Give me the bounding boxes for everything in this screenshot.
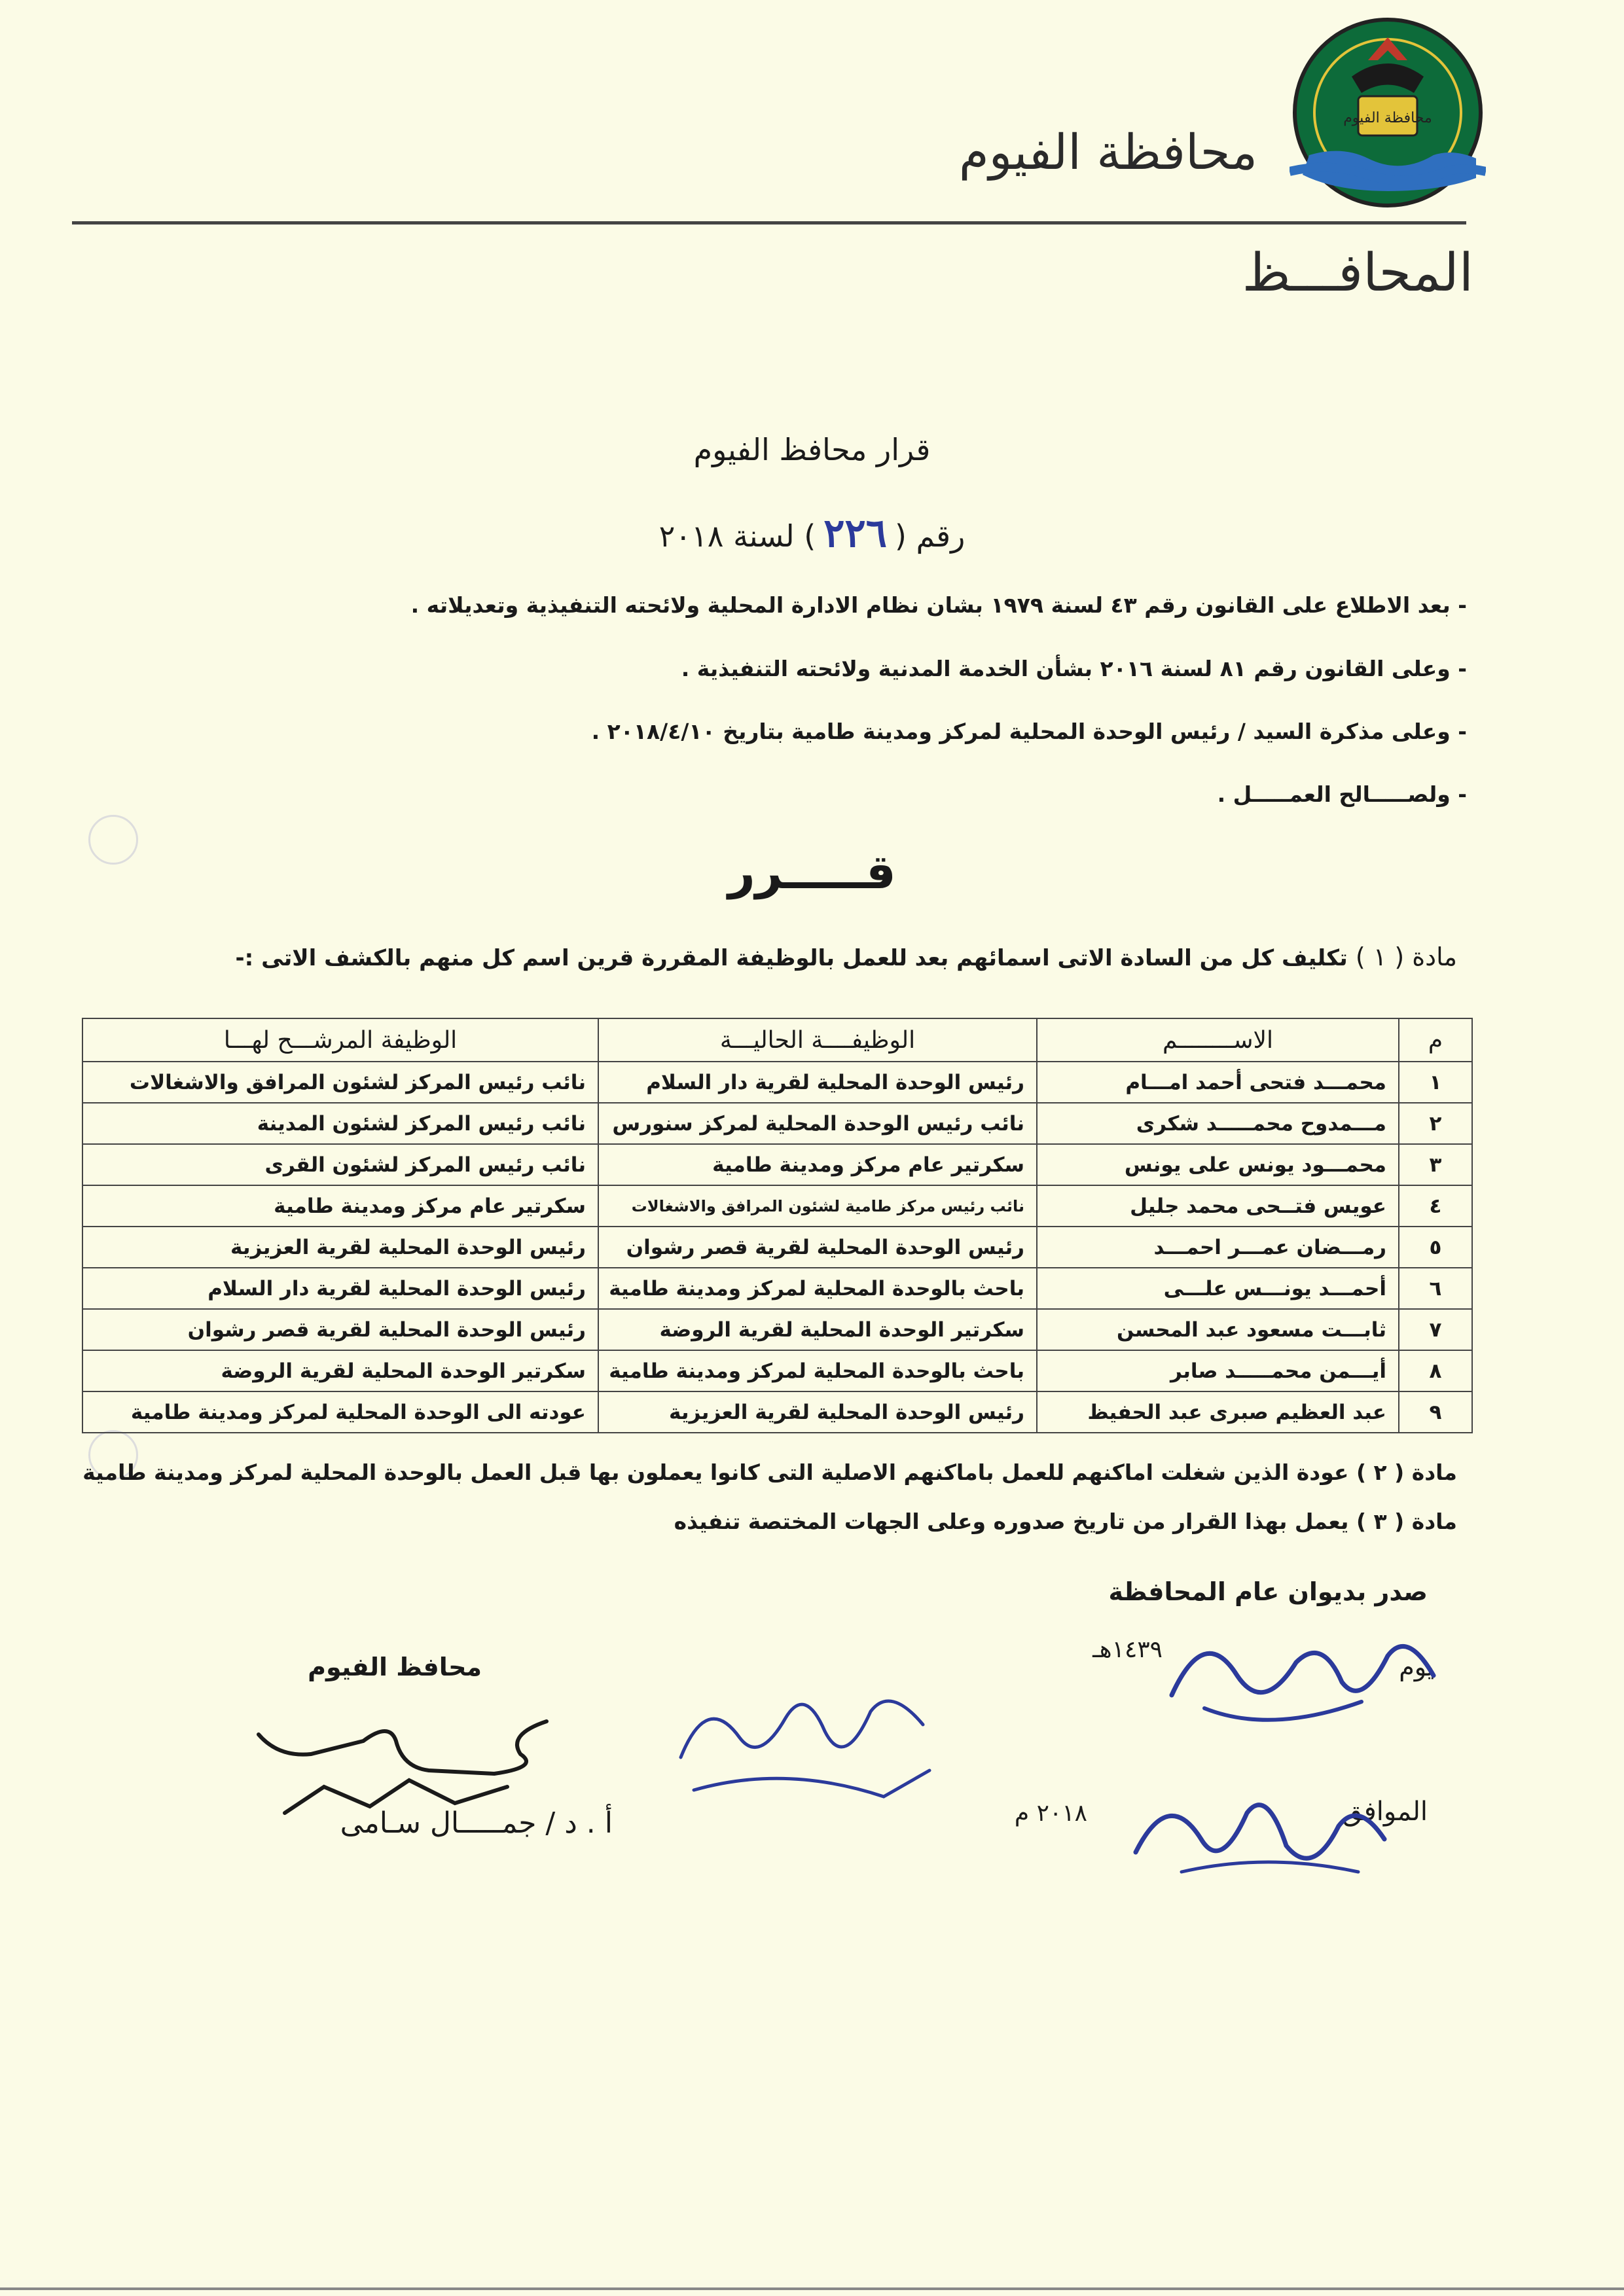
row-nominated-job: رئيس الوحدة المحلية لقرية دار السلام: [82, 1268, 598, 1309]
preamble-item: - وعلى مذكرة السيد / رئيس الوحدة المحلية لمركز ومدينة طامية بتاريخ ٢٠١٨/٤/١٠ .: [591, 719, 1467, 744]
row-number: ٤: [1399, 1185, 1472, 1227]
row-number: ٦: [1399, 1268, 1472, 1309]
decision-number-prefix: رقم (: [894, 518, 965, 554]
decision-number-suffix: ) لسنة ٢٠١٨: [659, 518, 816, 554]
header-divider: [72, 221, 1466, 224]
row-name: أحمـــد يونـــس علـــى: [1037, 1268, 1399, 1309]
article-3-label: مادة ( ٣ ): [1356, 1509, 1457, 1534]
row-name: عبد العظيم صبرى عبد الحفيظ: [1037, 1391, 1399, 1433]
header-current-job: الوظيفــــة الحاليـــة: [598, 1018, 1037, 1062]
page-bottom-edge: [0, 2287, 1624, 2290]
row-current-job: باحث بالوحدة المحلية لمركز ومدينة طامية: [598, 1268, 1037, 1309]
article-1-text: تكليف كل من السادة الاتى اسمائهم بعد للعمل بالوظيفة المقررة قرين اسم كل منهم بالكشف الاتى :-: [235, 945, 1348, 971]
central-signature: [668, 1666, 943, 1810]
row-current-job: نائب رئيس مركز طامية لشئون المرافق والاشغالات: [598, 1185, 1037, 1227]
assignment-table: [82, 1018, 1473, 1433]
signer-name: أ . د / جمـــــال سـامى: [340, 1806, 613, 1840]
row-number: ٣: [1399, 1144, 1472, 1185]
row-current-job: رئيس الوحدة المحلية لقرية العزيزية: [598, 1391, 1037, 1433]
row-name: رمـــضان عمـــر احمـــد: [1037, 1227, 1399, 1268]
day-label: يوم: [1399, 1653, 1434, 1681]
table-row: [82, 1144, 1472, 1185]
row-name: محمـــد فتحى أحمد امـــام: [1037, 1062, 1399, 1103]
article-2: [82, 1460, 1457, 1485]
handwritten-hijri-day: [1165, 1597, 1447, 1748]
article-1-label: مادة ( ١ ): [1355, 942, 1457, 971]
header-name: الاســــــــم: [1037, 1018, 1399, 1062]
row-nominated-job: نائب رئيس المركز لشئون القرى: [82, 1144, 598, 1185]
row-number: ٥: [1399, 1227, 1472, 1268]
decision-number-handwritten: ٢٢٦: [823, 511, 887, 556]
row-number: ١: [1399, 1062, 1472, 1103]
article-3: [674, 1509, 1457, 1534]
decision-title: قرار محافظ الفيوم: [693, 432, 931, 467]
date-label: الموافق: [1342, 1797, 1428, 1827]
article-1: [236, 942, 1457, 971]
row-current-job: رئيس الوحدة المحلية لقرية قصر رشوان: [598, 1227, 1037, 1268]
gregorian-year: ٢٠١٨ م: [1014, 1800, 1087, 1827]
table-row: [82, 1062, 1472, 1103]
issued-statement: صدر بديوان عام المحافظة: [1108, 1577, 1428, 1606]
row-name: محمـــود يونس على يونس: [1037, 1144, 1399, 1185]
article-3-text: يعمل بهذا القرار من تاريخ صدوره وعلى الجهات المختصة تنفيذه: [674, 1509, 1349, 1534]
handwritten-gregorian-date: [1123, 1774, 1398, 1885]
row-nominated-job: سكرتير الوحدة المحلية لقرية الروضة: [82, 1350, 598, 1391]
signer-title: محافظ الفيوم: [308, 1653, 482, 1681]
row-number: ٧: [1399, 1309, 1472, 1350]
table-row: [82, 1350, 1472, 1391]
preamble-item: - وعلى القانون رقم ٨١ لسنة ٢٠١٦ بشأن الخدمة المدنية ولائحته التنفيذية .: [681, 656, 1467, 681]
table-row: [82, 1268, 1472, 1309]
row-current-job: نائب رئيس الوحدة المحلية لمركز سنورس: [598, 1103, 1037, 1144]
governor-signature: [232, 1695, 586, 1833]
governorate-name: محافظة الفيوم: [958, 124, 1257, 181]
logo-text: محافظة الفيوم: [1343, 110, 1432, 126]
row-number: ٨: [1399, 1350, 1472, 1391]
header-number: م: [1399, 1018, 1472, 1062]
decision-number: [0, 511, 1624, 556]
governorate-logo: [1290, 14, 1486, 211]
preamble-item: - بعد الاطلاع على القانون رقم ٤٣ لسنة ١٩٧٩ بشان نظام الادارة المحلية ولائحته التنفيذية وتعديلاته .: [410, 592, 1467, 618]
table-row: [82, 1185, 1472, 1227]
row-current-job: رئيس الوحدة المحلية لقرية دار السلام: [598, 1062, 1037, 1103]
table-row: [82, 1309, 1472, 1350]
table-row: [82, 1103, 1472, 1144]
decree-heading: قـــــرر: [728, 844, 896, 899]
header-nominated-job: الوظيفة المرشـــح لهـــا: [82, 1018, 598, 1062]
row-nominated-job: رئيس الوحدة المحلية لقرية العزيزية: [82, 1227, 598, 1268]
hijri-year: ١٤٣٩هـ: [1092, 1636, 1163, 1663]
row-name: عويس فتــحى محمد جليل: [1037, 1185, 1399, 1227]
row-nominated-job: سكرتير عام مركز ومدينة طامية: [82, 1185, 598, 1227]
article-2-label: مادة ( ٢ ): [1356, 1460, 1457, 1485]
row-nominated-job: نائب رئيس المركز لشئون المرافق والاشغالات: [82, 1062, 598, 1103]
row-nominated-job: نائب رئيس المركز لشئون المدينة: [82, 1103, 598, 1144]
row-name: مـــمدوح محمـــــد شكرى: [1037, 1103, 1399, 1144]
row-nominated-job: رئيس الوحدة المحلية لقرية قصر رشوان: [82, 1309, 598, 1350]
row-name: ثابـــت مسعود عبد المحسن: [1037, 1309, 1399, 1350]
row-number: ٩: [1399, 1391, 1472, 1433]
table-row: [82, 1391, 1472, 1433]
office-title: المحافـــظ: [1242, 242, 1473, 303]
row-number: ٢: [1399, 1103, 1472, 1144]
row-name: أيـــمن محمـــــد صابر: [1037, 1350, 1399, 1391]
article-2-text: عودة الذين شغلت اماكنهم للعمل باماكنهم الاصلية التى كانوا يعملون بها قبل العمل بالوحدة المحلية لمركز ومدينة طامية: [82, 1460, 1349, 1485]
row-current-job: سكرتير عام مركز ومدينة طامية: [598, 1144, 1037, 1185]
table-row: [82, 1227, 1472, 1268]
row-current-job: باحث بالوحدة المحلية لمركز ومدينة طامية: [598, 1350, 1037, 1391]
table-header-row: [82, 1018, 1472, 1062]
row-nominated-job: عودته الى الوحدة المحلية لمركز ومدينة طامية: [82, 1391, 598, 1433]
row-current-job: سكرتير الوحدة المحلية لقرية الروضة: [598, 1309, 1037, 1350]
preamble-item: - ولصـــــالح العمـــــل .: [1217, 781, 1467, 807]
